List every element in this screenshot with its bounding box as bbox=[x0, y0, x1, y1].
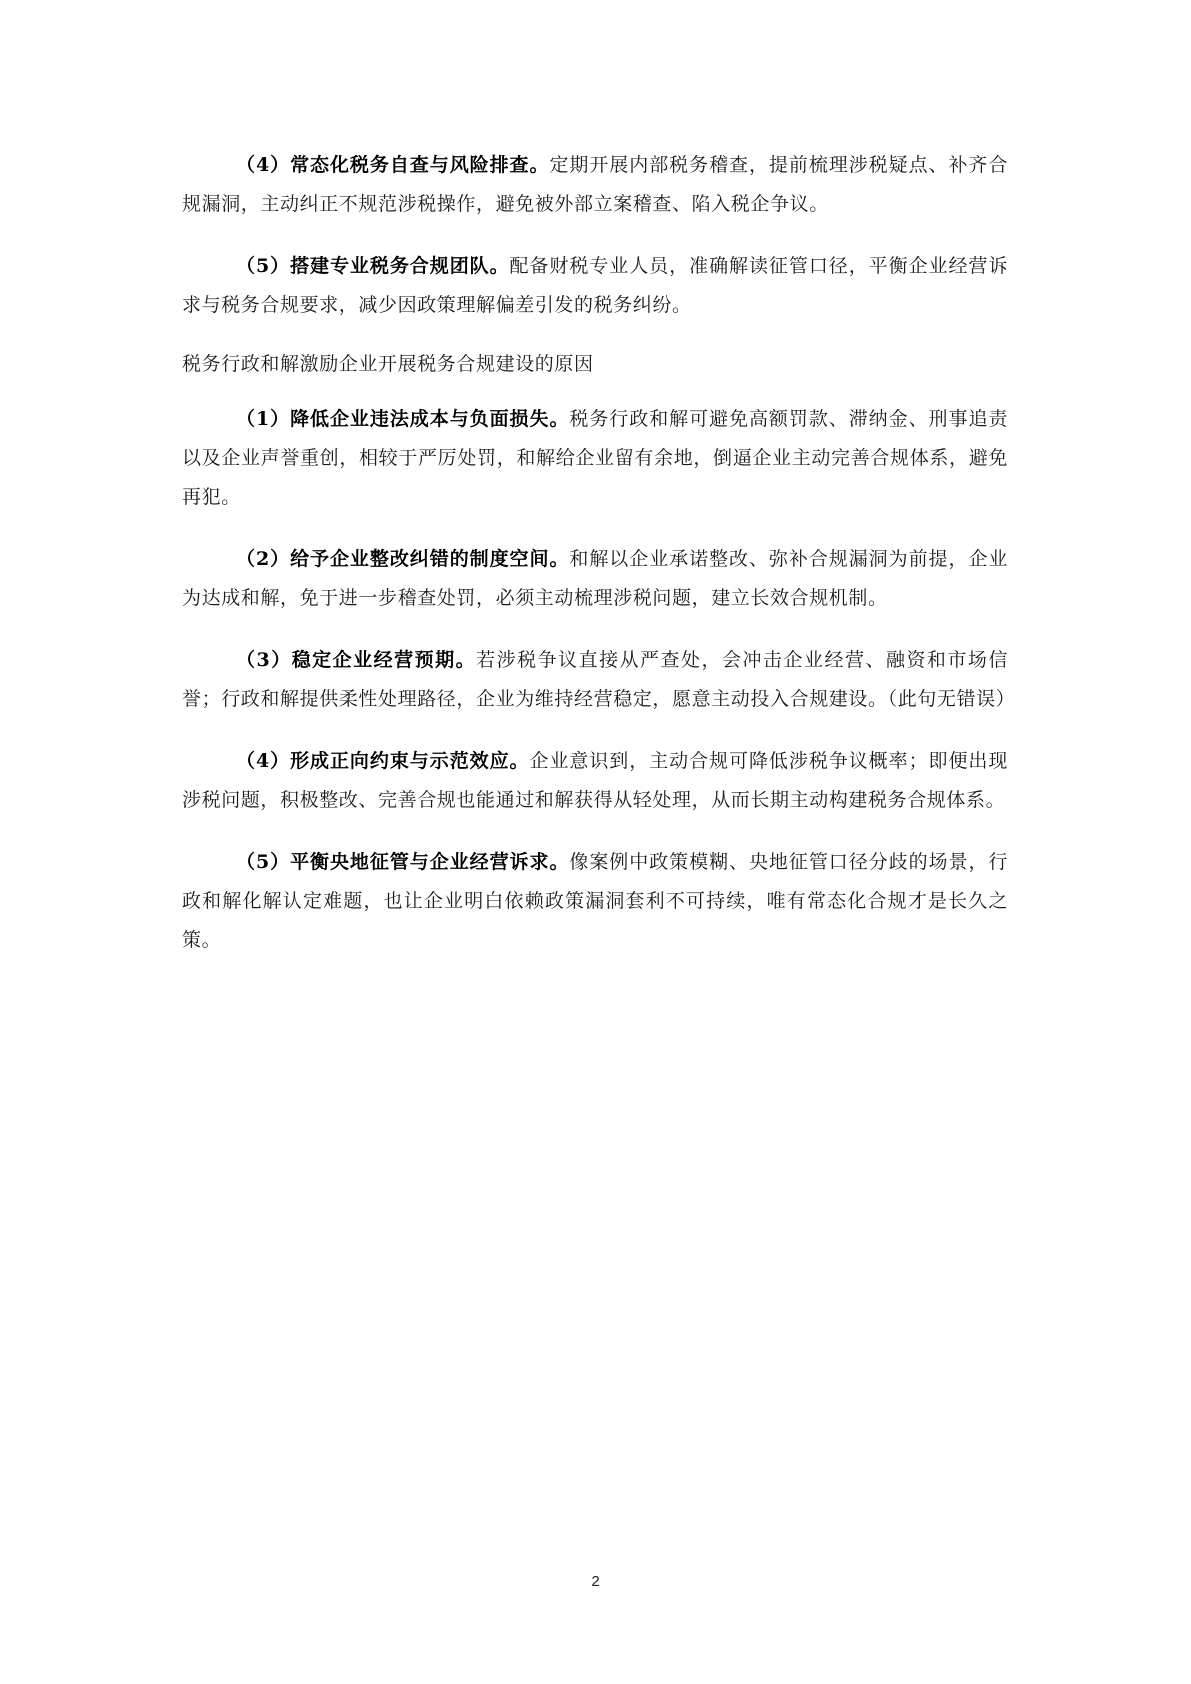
reason-body-4: 企业意识到，主动合规可降低涉税争议概率；即便出现涉税问题，积极整改、完善合规也能通过和解获得从轻处理，从而长期主动构建税务合规体系。 bbox=[182, 750, 1008, 811]
reason-lead-1: （1）降低企业违法成本与负面损失。 bbox=[236, 408, 570, 430]
page-number: 2 bbox=[591, 1573, 600, 1590]
section-heading: 税务行政和解激励企业开展税务合规建设的原因 bbox=[182, 353, 594, 375]
measure-paragraph-4 bbox=[182, 146, 1008, 224]
reason-lead-2: （2）给予企业整改纠错的制度空间。 bbox=[236, 548, 570, 570]
reason-body-2: 和解以企业承诺整改、弥补合规漏洞为前提，企业为达成和解，免于进一步稽查处罚，必须主动梳理涉税问题，建立长效合规机制。 bbox=[182, 548, 1008, 609]
measure-body-5: 配备财税专业人员，准确解读征管口径，平衡企业经营诉求与税务合规要求，减少因政策理解偏差引发的税务纠纷。 bbox=[182, 255, 1008, 316]
measure-lead-5: （5）搭建专业税务合规团队。 bbox=[236, 255, 510, 277]
reason-lead-3: （3）稳定企业经营预期。 bbox=[236, 649, 477, 671]
reason-paragraph-2 bbox=[182, 540, 1008, 618]
measure-paragraph-5 bbox=[182, 247, 1008, 325]
reason-lead-4: （4）形成正向约束与示范效应。 bbox=[236, 750, 530, 772]
measure-body-4: 定期开展内部税务稽查，提前梳理涉税疑点、补齐合规漏洞，主动纠正不规范涉税操作，避免被外部立案稽查、陷入税企争议。 bbox=[182, 154, 1008, 215]
reason-body-1: 税务行政和解可避免高额罚款、滞纳金、刑事追责以及企业声誉重创，相较于严厉处罚，和解给企业留有余地，倒逼企业主动完善合规体系，避免再犯。 bbox=[182, 408, 1008, 508]
reason-body-5: 像案例中政策模糊、央地征管口径分歧的场景，行政和解化解认定难题，也让企业明白依赖政策漏洞套利不可持续，唯有常态化合规才是长久之策。 bbox=[182, 851, 1008, 951]
reason-paragraph-4 bbox=[182, 742, 1008, 820]
reason-paragraph-3 bbox=[182, 641, 1016, 719]
reason-body-3: 若涉税争议直接从严查处，会冲击企业经营、融资和市场信誉；行政和解提供柔性处理路径，企业为维持经营稳定，愿意主动投入合规建设。（此句无错误） bbox=[182, 649, 1016, 710]
reason-paragraph-1 bbox=[182, 400, 1008, 517]
reason-lead-5: （5）平衡央地征管与企业经营诉求。 bbox=[236, 851, 570, 873]
measure-lead-4: （4）常态化税务自查与风险排查。 bbox=[236, 154, 550, 176]
reason-paragraph-5 bbox=[182, 843, 1008, 960]
page-content bbox=[182, 146, 1016, 983]
